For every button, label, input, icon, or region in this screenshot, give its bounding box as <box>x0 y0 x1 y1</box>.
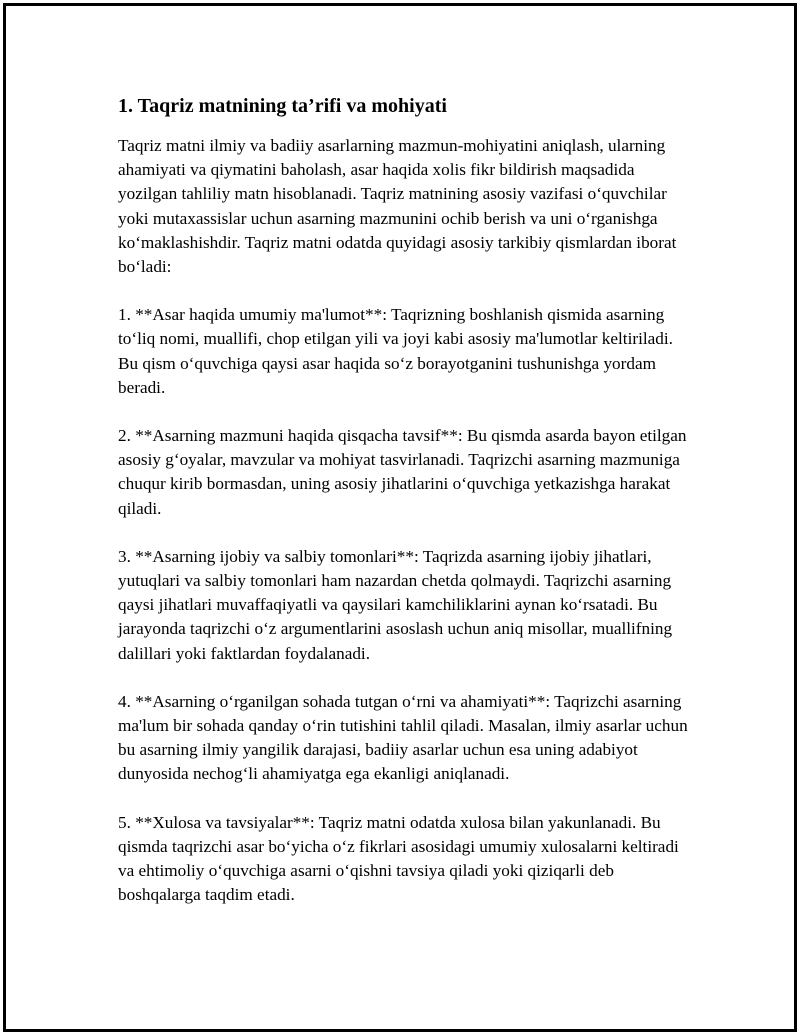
list-item-conclusion: 5. **Xulosa va tavsiyalar**: Taqriz matni odatda xulosa bilan yakunlanadi. Bu qismda taqrizchi asar bo‘yicha o‘z fikrlari asosidagi umumiy xulosalarni keltiradi va ehtimoliy o‘quvchiga asarni o‘qishni tavsiya qiladi yoki qiziqarli deb boshqalarga taqdim etadi. <box>118 812 679 905</box>
list-item-general-info: 1. **Asar haqida umumiy ma'lumot**: Taqrizning boshlanish qismida asarning to‘liq nomi, muallifi, chop etilgan yili va joyi kabi asosiy ma'lumotlar keltiriladi. Bu qism o‘quvchiga qaysi asar haqida so‘z borayotganini tushunishga yordam beradi. <box>118 305 673 397</box>
intro-paragraph: Taqriz matni ilmiy va badiiy asarlarning mazmun-mohiyatini aniqlash, ularning ahamiyati va qiymatini baholash, asar haqida xolis fikr bildirish maqsadida yozilgan tahliliy matn hisoblanadi. Taqriz matnining asosiy vazifasi o‘quvchilar yoki mutaxassislar uchun asarning mazmunini ochib berish va uni o‘rganishga ko‘maklashishdir. Taqriz matni odatda quyidagi asosiy tarkibiy qismlardan iborat bo‘ladi: <box>118 136 677 277</box>
list-item-pros-cons: 3. **Asarning ijobiy va salbiy tomonlari**: Taqrizda asarning ijobiy jihatlari, yutuqlari va salbiy tomonlari ham nazardan chetda qolmaydi. Taqrizchi asarning qaysi jihatlari muvaffaqiyatli va qaysilari kamchiliklarini aynan ko‘rsatadi. Bu jarayonda taqrizchi o‘z argumentlarini asoslash uchun aniq misollar, muallifning dalillari yoki faktlardan foydalanadi. <box>118 546 673 663</box>
document-body <box>118 92 688 931</box>
list-item-content-summary: 2. **Asarning mazmuni haqida qisqacha tavsif**: Bu qismda asarda bayon etilgan asosiy g‘oyalar, mavzular va mohiyat tasvirlanadi. Taqrizchi asarning mazmuniga chuqur kirib bormasdan, uning asosiy jihatlarini o‘quvchiga yetkazishga harakat qiladi. <box>118 426 687 518</box>
list-item-significance: 4. **Asarning o‘rganilgan sohada tutgan o‘rni va ahamiyati**: Taqrizchi asarning ma'lum bir sohada qanday o‘rin tutishini tahlil qiladi. Masalan, ilmiy asarlar uchun bu asarning ilmiy yangilik darajasi, badiiy asarlar uchun esa uning adabiyot dunyosida nechog‘li ahamiyatga ega ekanligi aniqlanadi. <box>118 691 688 784</box>
section-heading: 1. Taqriz matnining ta’rifi va mohiyati <box>118 95 447 117</box>
